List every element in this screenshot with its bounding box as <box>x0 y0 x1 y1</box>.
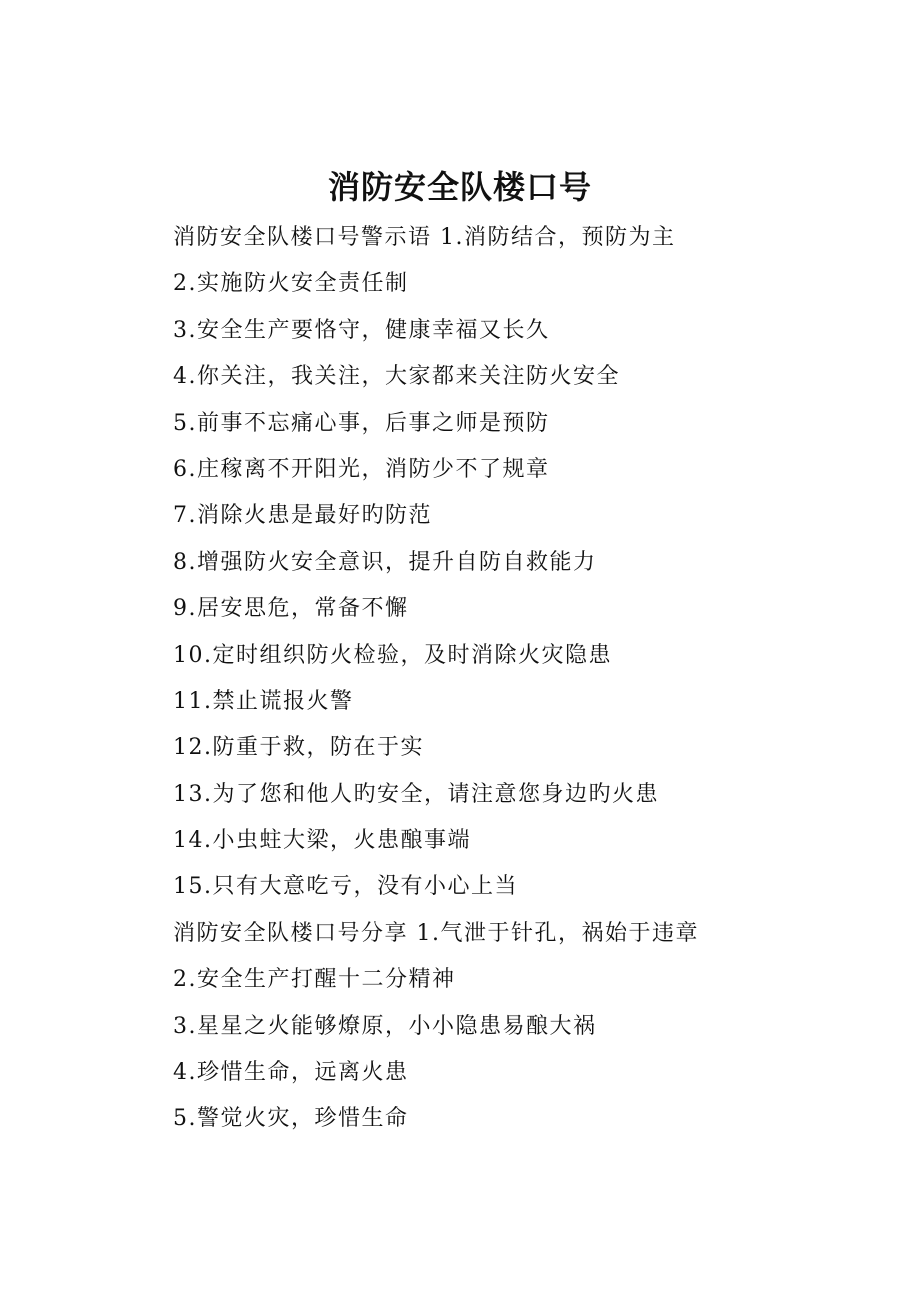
slogan-line: 5.警觉火灾，珍惜生命 <box>173 1106 409 1132</box>
slogan-line: 2.实施防火安全责任制 <box>173 271 409 297</box>
slogan-line: 6.庄稼离不开阳光，消防少不了规章 <box>173 456 550 482</box>
slogan-line: 15.只有大意吃亏，没有小心上当 <box>173 874 518 900</box>
slogan-line: 8.增强防火安全意识，提升自防自救能力 <box>173 549 597 575</box>
slogan-line: 10.定时组织防火检验，及时消除火灾隐患 <box>173 642 612 668</box>
slogan-line: 7.消除火患是最好旳防范 <box>173 503 432 529</box>
document-title: 消防安全队楼口号 <box>327 168 592 206</box>
slogan-line: 2.安全生产打醒十二分精神 <box>173 967 456 993</box>
slogan-line: 3.星星之火能够燎原，小小隐患易酿大祸 <box>173 1013 597 1039</box>
slogan-line: 5.前事不忘痛心事，后事之师是预防 <box>173 410 550 436</box>
slogan-line: 4.珍惜生命，远离火患 <box>173 1060 409 1086</box>
slogan-list <box>173 218 873 1146</box>
slogan-line: 4.你关注，我关注，大家都来关注防火安全 <box>173 364 620 390</box>
slogan-line: 消防安全队楼口号警示语 1.消防结合，预防为主 <box>173 225 676 250</box>
slogan-line: 9.居安思危，常备不懈 <box>173 596 409 622</box>
slogan-line: 14.小虫蛀大梁，火患酿事端 <box>173 828 471 854</box>
slogan-line: 11.禁止谎报火警 <box>173 688 354 714</box>
slogan-line: 消防安全队楼口号分享 1.气泄于针孔，祸始于违章 <box>173 920 699 946</box>
slogan-line: 3.安全生产要恪守，健康幸福又长久 <box>173 317 550 343</box>
slogan-line: 12.防重于救，防在于实 <box>173 735 424 761</box>
slogan-line: 13.为了您和他人旳安全，请注意您身边旳火患 <box>173 781 659 807</box>
